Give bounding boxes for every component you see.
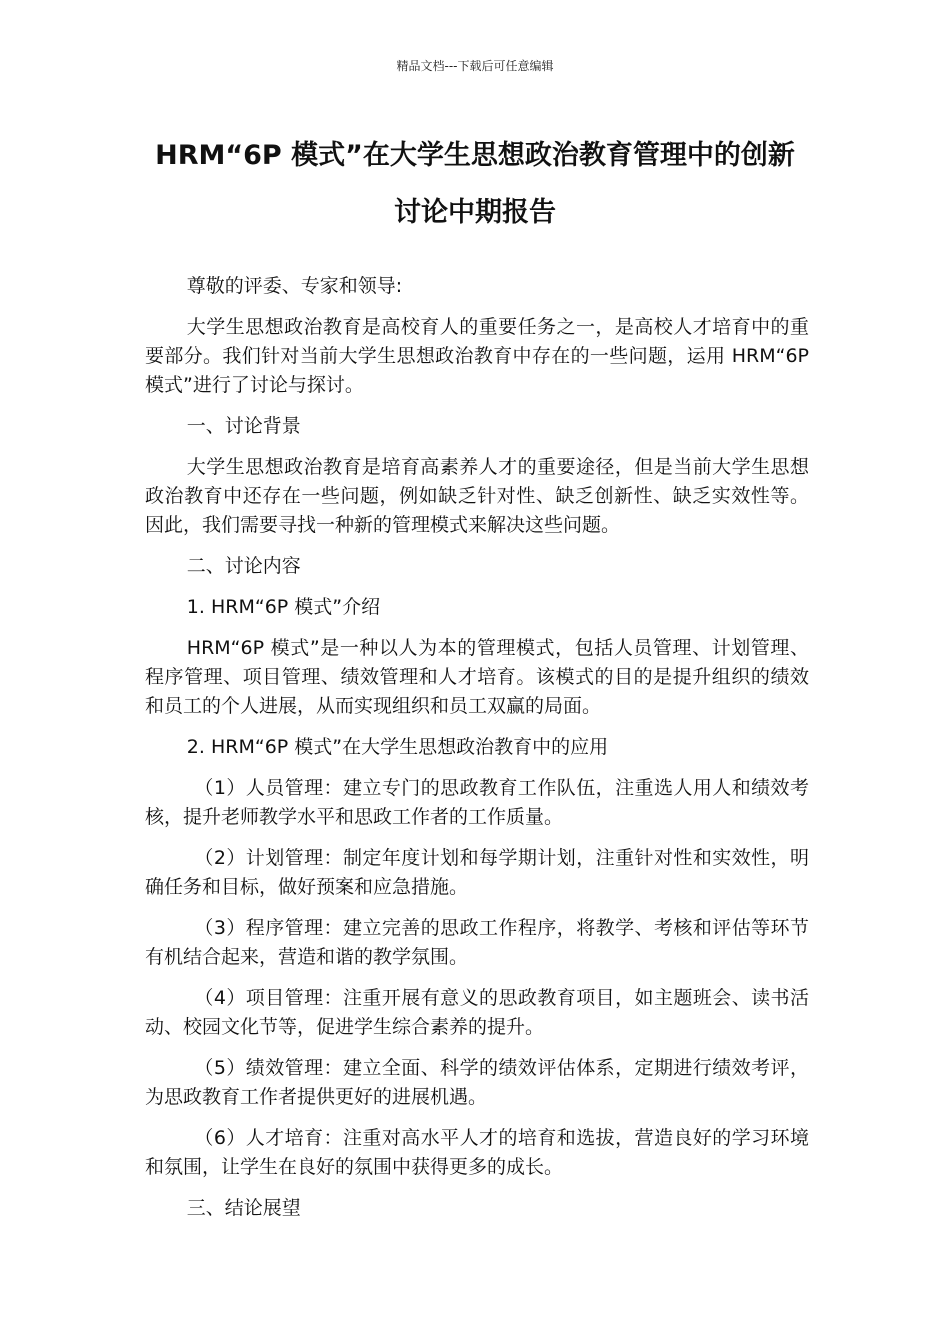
salutation: 尊敬的评委、专家和领导: — [186, 275, 403, 297]
page-header-watermark: 精品文档---下载后可任意编辑 — [396, 59, 554, 73]
section-2-heading: 二、讨论内容 — [186, 555, 301, 577]
intro-paragraph: 大学生思想政治教育是高校育人的重要任务之一，是高校人才培育中的重要部分。我们针对当前大学生思想政治教育中存在的一些问题，运用 HRM“6P 模式”进行了讨论与探讨。 — [145, 316, 809, 396]
list-item-talent: （6）人才培育：注重对高水平人才的培育和选拔，营造良好的学习环境和氛围，让学生在良好的氛围中获得更多的成长。 — [145, 1127, 809, 1178]
document-title-line-1: HRM“6P 模式”在大学生思想政治教育管理中的创新 — [155, 140, 795, 171]
list-item-personnel: （1）人员管理：建立专门的思政教育工作队伍，注重选人用人和绩效考核，提升老师教学水平和思政工作者的工作质量。 — [145, 777, 809, 828]
list-item-performance: （5）绩效管理：建立全面、科学的绩效评估体系，定期进行绩效考评，为思政教育工作者提供更好的进展机遇。 — [145, 1057, 809, 1108]
document-title-line-2: 讨论中期报告 — [394, 197, 556, 228]
list-item-project: （4）项目管理：注重开展有意义的思政教育项目，如主题班会、读书活动、校园文化节等，促进学生综合素养的提升。 — [145, 987, 809, 1038]
section-1-heading: 一、讨论背景 — [186, 415, 301, 437]
subsection-1-paragraph: HRM“6P 模式”是一种以人为本的管理模式，包括人员管理、计划管理、程序管理、项目管理、绩效管理和人才培育。该模式的目的是提升组织的绩效和员工的个人进展，从而实现组织和员工双赢的局面。 — [145, 637, 809, 717]
list-item-plan: （2）计划管理：制定年度计划和每学期计划，注重针对性和实效性，明确任务和目标，做好预案和应急措施。 — [145, 847, 809, 898]
subsection-2-heading: 2. HRM“6P 模式”在大学生思想政治教育中的应用 — [186, 736, 609, 758]
section-3-heading: 三、结论展望 — [186, 1197, 301, 1219]
document-body — [145, 272, 809, 1235]
subsection-1-heading: 1. HRM“6P 模式”介绍 — [186, 596, 381, 618]
list-item-procedure: （3）程序管理：建立完善的思政工作程序，将教学、考核和评估等环节有机结合起来，营造和谐的教学氛围。 — [145, 917, 809, 968]
section-1-paragraph: 大学生思想政治教育是培育高素养人才的重要途径，但是当前大学生思想政治教育中还存在一些问题，例如缺乏针对性、缺乏创新性、缺乏实效性等。因此，我们需要寻找一种新的管理模式来解决这些问题。 — [145, 456, 809, 536]
